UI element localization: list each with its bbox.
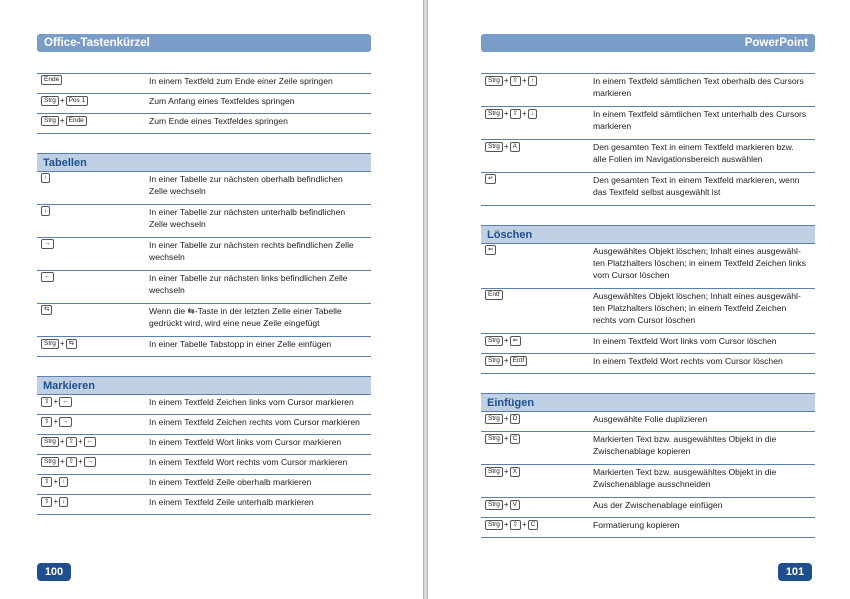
shortcut-keys: [481, 173, 593, 184]
shortcut-keys: [481, 140, 593, 153]
description-line: In einer Tabelle zur nächsten oberhalb befindlichen: [149, 174, 343, 184]
shortcut-keys: [481, 465, 593, 478]
description-line: In einem Textfeld Zeile unterhalb markieren: [149, 497, 314, 507]
shortcut-row: [481, 412, 815, 432]
key-cap: ←: [41, 272, 54, 282]
key-cap: X: [510, 467, 520, 477]
key-cap: ↓: [41, 206, 50, 216]
description-line: In einem Textfeld Wort rechts vom Cursor löschen: [593, 356, 783, 366]
plus-sign: +: [59, 437, 65, 446]
description-line: das Textfeld selbst ausgewählt ist: [593, 187, 721, 197]
shortcut-row: [37, 238, 371, 271]
key-cap: A: [510, 142, 520, 152]
section-gap: [481, 206, 815, 225]
shortcut-row: [37, 455, 371, 475]
key-cap: ⇆: [41, 305, 52, 315]
left-page: [0, 0, 424, 599]
shortcut-keys: [481, 334, 593, 347]
key-cap: ⇧: [41, 417, 52, 427]
shortcut-description: [593, 334, 815, 347]
section-gap: [37, 357, 371, 376]
shortcut-description: [149, 114, 371, 127]
shortcut-keys: [37, 172, 149, 183]
plus-sign: +: [503, 467, 509, 476]
shortcut-keys: [481, 107, 593, 120]
key-cap: Strg: [485, 356, 503, 366]
description-line: In einer Tabelle zur nächsten links befindlichen Zelle: [149, 273, 348, 283]
description-line: rechts vom Cursor löschen: [593, 315, 696, 325]
shortcut-description: [149, 395, 371, 408]
key-cap: →: [84, 457, 97, 467]
description-line: Zelle wechseln: [149, 186, 206, 196]
key-cap: ⇧: [510, 520, 521, 530]
description-line: ten Platzhalters löschen; in einem Textfeld Zeichen links: [593, 258, 806, 268]
shortcut-description: [149, 495, 371, 508]
description-line: Ausgewählte Folie duplizieren: [593, 414, 708, 424]
section-title: Markieren: [37, 376, 371, 395]
shortcut-keys: [481, 74, 593, 87]
plus-sign: +: [53, 477, 59, 486]
shortcut-description: [593, 289, 815, 326]
key-cap: ⇧: [66, 457, 77, 467]
key-cap: ↑: [59, 477, 68, 487]
shortcut-row: [37, 114, 371, 134]
shortcut-description: [593, 140, 815, 165]
shortcut-row: [481, 465, 815, 498]
shortcut-row: [481, 173, 815, 206]
description-line: In einem Textfeld Wort links vom Cursor markieren: [149, 437, 342, 447]
description-line: Markierten Text bzw. ausgewähltes Objekt in die: [593, 434, 777, 444]
key-cap: V: [510, 500, 520, 510]
shortcut-description: [149, 435, 371, 448]
shortcut-description: [593, 518, 815, 531]
plus-sign: +: [78, 457, 83, 466]
shortcut-keys: [37, 475, 149, 488]
plus-sign: +: [503, 336, 509, 345]
shortcut-keys: [37, 238, 149, 249]
shortcut-row: [481, 498, 815, 518]
shortcut-keys: [37, 94, 149, 107]
section-title: Löschen: [481, 225, 815, 244]
plus-sign: +: [522, 109, 527, 118]
shortcut-keys: [481, 412, 593, 425]
plus-sign: +: [503, 500, 509, 509]
plus-sign: +: [59, 116, 65, 125]
description-line: wechseln: [149, 285, 185, 295]
shortcut-row: [481, 74, 815, 107]
key-cap: ⇆: [66, 339, 77, 349]
shortcut-keys: [481, 518, 593, 531]
description-line: In einem Textfeld Zeile oberhalb markieren: [149, 477, 312, 487]
shortcut-row: [481, 107, 815, 140]
shortcut-description: [593, 74, 815, 99]
shortcut-row: [37, 337, 371, 357]
section-gap: [481, 374, 815, 393]
description-line: In einem Textfeld Zeichen links vom Cursor markieren: [149, 397, 354, 407]
key-cap: ⇧: [66, 437, 77, 447]
plus-sign: +: [503, 434, 509, 443]
description-line: Aus der Zwischenablage einfügen: [593, 500, 723, 510]
plus-sign: +: [53, 397, 59, 406]
key-cap: Strg: [485, 520, 503, 530]
shortcut-row: [481, 432, 815, 465]
page-number: 101: [778, 563, 812, 581]
shortcut-description: [149, 238, 371, 263]
description-line: In einer Tabelle Tabstopp in einer Zelle einfügen: [149, 339, 332, 349]
key-cap: ⇧: [41, 477, 52, 487]
shortcut-description: [149, 455, 371, 468]
shortcut-keys: [481, 289, 593, 300]
key-cap: Strg: [41, 116, 59, 126]
shortcut-row: [37, 74, 371, 94]
right-content: [481, 73, 815, 538]
shortcut-row: [37, 475, 371, 495]
shortcut-keys: [37, 74, 149, 85]
description-line: Markierten Text bzw. ausgewähltes Objekt in die: [593, 467, 777, 477]
shortcut-description: [593, 173, 815, 198]
shortcut-description: [593, 498, 815, 511]
shortcut-description: [593, 465, 815, 490]
key-cap: ⇐: [485, 245, 496, 255]
plus-sign: +: [522, 520, 527, 529]
key-cap: Strg: [485, 336, 503, 346]
shortcut-row: [37, 415, 371, 435]
plus-sign: +: [503, 356, 509, 365]
shortcut-keys: [481, 432, 593, 445]
key-cap: C: [510, 434, 521, 444]
key-cap: Entf: [510, 356, 528, 366]
right-page: [427, 0, 850, 599]
plus-sign: +: [59, 457, 65, 466]
shortcut-row: [37, 271, 371, 304]
shortcut-row: [37, 304, 371, 337]
plus-sign: +: [53, 497, 59, 506]
key-cap: Strg: [41, 96, 59, 106]
description-line: Zelle wechseln: [149, 219, 206, 229]
description-line: In einem Textfeld sämtlichen Text unterhalb des Cursors: [593, 109, 807, 119]
plus-sign: +: [503, 109, 509, 118]
description-line: In einem Textfeld Zeichen rechts vom Cursor markieren: [149, 417, 360, 427]
key-cap: ⇧: [510, 76, 521, 86]
description-line: In einem Textfeld sämtlichen Text oberhalb des Cursors: [593, 76, 804, 86]
description-line: Ausgewähltes Objekt löschen; Inhalt eines ausgewähl-: [593, 246, 801, 256]
description-line: markieren: [593, 88, 632, 98]
key-cap: ⇐: [510, 336, 521, 346]
shortcut-row: [37, 94, 371, 114]
shortcut-row: [37, 495, 371, 515]
shortcut-keys: [37, 337, 149, 350]
description-line: Zwischenablage kopieren: [593, 446, 691, 456]
key-cap: ↑: [41, 173, 50, 183]
section-gap: [37, 134, 371, 153]
description-line: Zum Anfang eines Textfeldes springen: [149, 96, 295, 106]
key-cap: C: [528, 520, 539, 530]
shortcut-keys: [37, 271, 149, 282]
key-cap: Strg: [41, 339, 59, 349]
key-cap: ⇧: [41, 497, 52, 507]
description-line: ten Platzhalters löschen; in einem Textfeld Zeichen: [593, 303, 787, 313]
key-cap: →: [41, 239, 54, 249]
shortcut-row: [37, 172, 371, 205]
description-line: In einer Tabelle zur nächsten unterhalb befindlichen: [149, 207, 346, 217]
shortcut-description: [149, 304, 371, 329]
shortcut-keys: [481, 354, 593, 367]
shortcut-row: [481, 289, 815, 334]
key-cap: ↵: [485, 174, 496, 184]
shortcut-description: [593, 412, 815, 425]
shortcut-row: [481, 140, 815, 173]
shortcut-row: [481, 354, 815, 374]
description-line: Wenn die ⇆-Taste in der letzten Zelle einer Tabelle: [149, 306, 342, 316]
description-line: In einem Textfeld Wort links vom Cursor löschen: [593, 336, 777, 346]
key-cap: Strg: [485, 434, 503, 444]
shortcut-keys: [481, 244, 593, 255]
description-line: Zwischenablage ausschneiden: [593, 479, 711, 489]
plus-sign: +: [53, 417, 59, 426]
shortcut-keys: [37, 395, 149, 408]
key-cap: Entf: [485, 290, 503, 300]
key-cap: Strg: [485, 76, 503, 86]
description-line: Ausgewähltes Objekt löschen; Inhalt eines ausgewähl-: [593, 291, 801, 301]
shortcut-row: [37, 395, 371, 415]
key-cap: Strg: [485, 142, 503, 152]
key-cap: →: [59, 417, 72, 427]
page-header: PowerPoint: [481, 34, 815, 52]
plus-sign: +: [78, 437, 83, 446]
shortcut-keys: [37, 114, 149, 127]
key-cap: ←: [84, 437, 97, 447]
key-cap: Strg: [41, 457, 59, 467]
key-cap: ↑: [528, 76, 537, 86]
plus-sign: +: [503, 76, 509, 85]
description-line: vom Cursor löschen: [593, 270, 670, 280]
shortcut-description: [593, 244, 815, 281]
plus-sign: +: [503, 142, 509, 151]
key-cap: Strg: [485, 414, 503, 424]
shortcut-table: [481, 73, 815, 206]
plus-sign: +: [59, 96, 65, 105]
shortcut-row: [37, 205, 371, 238]
description-line: In einem Textfeld zum Ende einer Zeile springen: [149, 76, 333, 86]
shortcut-row: [481, 518, 815, 538]
section-title: Tabellen: [37, 153, 371, 172]
shortcut-description: [149, 415, 371, 428]
description-line: In einem Textfeld Wort rechts vom Cursor markieren: [149, 457, 348, 467]
section-title: Einfügen: [481, 393, 815, 412]
key-cap: ←: [59, 397, 72, 407]
description-line: Zum Ende eines Textfeldes springen: [149, 116, 288, 126]
plus-sign: +: [503, 520, 509, 529]
page-number: 100: [37, 563, 71, 581]
key-cap: Pos 1: [66, 96, 89, 106]
shortcut-keys: [37, 495, 149, 508]
shortcut-keys: [481, 498, 593, 511]
shortcut-keys: [37, 415, 149, 428]
description-line: alle Folien im Navigationsbereich auswählen: [593, 154, 763, 164]
shortcut-keys: [37, 455, 149, 468]
plus-sign: +: [503, 414, 509, 423]
shortcut-table: [37, 73, 371, 134]
description-line: Formatierung kopieren: [593, 520, 680, 530]
shortcut-description: [149, 337, 371, 350]
key-cap: ↓: [59, 497, 68, 507]
plus-sign: +: [522, 76, 527, 85]
shortcut-description: [149, 94, 371, 107]
description-line: Den gesamten Text in einem Textfeld markieren bzw.: [593, 142, 794, 152]
shortcut-description: [149, 475, 371, 488]
shortcut-description: [149, 271, 371, 296]
description-line: Den gesamten Text in einem Textfeld markieren, wenn: [593, 175, 800, 185]
description-line: markieren: [593, 121, 632, 131]
shortcut-description: [593, 354, 815, 367]
shortcut-row: [481, 334, 815, 354]
description-line: wechseln: [149, 252, 185, 262]
shortcut-description: [593, 107, 815, 132]
key-cap: Strg: [485, 109, 503, 119]
key-cap: ⇧: [41, 397, 52, 407]
shortcut-keys: [37, 304, 149, 315]
shortcut-row: [481, 244, 815, 289]
description-line: In einer Tabelle zur nächsten rechts befindlichen Zelle: [149, 240, 354, 250]
key-cap: ↓: [528, 109, 537, 119]
shortcut-keys: [37, 435, 149, 448]
key-cap: Ende: [41, 75, 62, 85]
key-cap: Ende: [66, 116, 87, 126]
key-cap: Strg: [41, 437, 59, 447]
page-header: Office-Tastenkürzel: [37, 34, 371, 52]
left-content: [37, 73, 371, 515]
key-cap: Strg: [485, 500, 503, 510]
key-cap: Strg: [485, 467, 503, 477]
plus-sign: +: [59, 339, 65, 348]
key-cap: ⇧: [510, 109, 521, 119]
shortcut-description: [593, 432, 815, 457]
key-cap: D: [510, 414, 521, 424]
shortcut-description: [149, 172, 371, 197]
shortcut-keys: [37, 205, 149, 216]
shortcut-description: [149, 205, 371, 230]
shortcut-description: [149, 74, 371, 87]
description-line: gedrückt wird, wird eine neue Zeile eingefügt: [149, 318, 320, 328]
shortcut-row: [37, 435, 371, 455]
